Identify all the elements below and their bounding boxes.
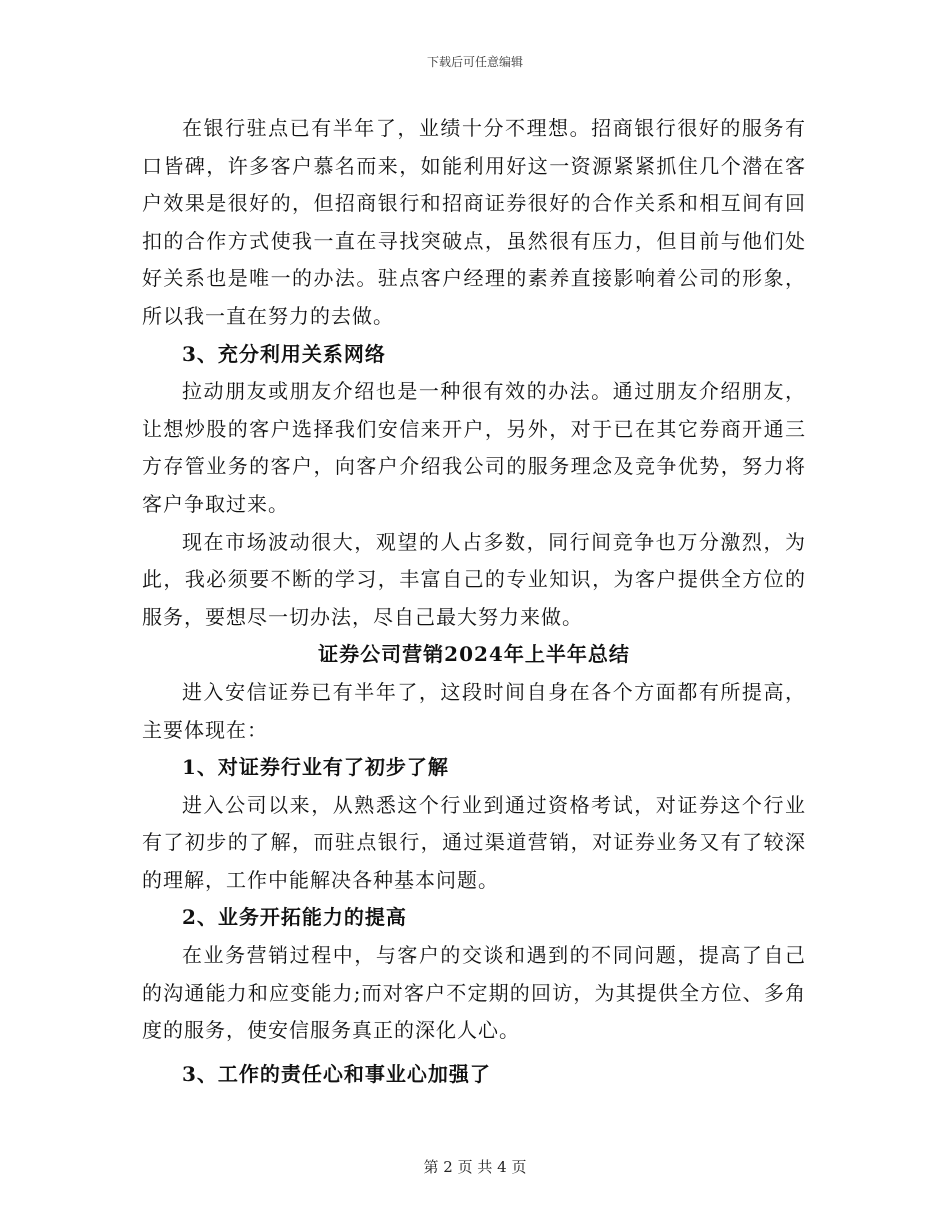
page-header: 下载后可任意编辑 <box>426 55 523 69</box>
paragraph-business-ability: 在业务营销过程中，与客户的交谈和遇到的不同问题，提高了自己的沟通能力和应变能力;而对客户不定期的回访，为其提供全方位、多角度的服务，使安信服务真正的深化人心。 <box>142 943 806 1043</box>
page-footer: 第 2 页 共 4 页 <box>423 1158 527 1176</box>
heading-responsibility: 3、工作的责任心和事业心加强了 <box>182 1061 491 1086</box>
heading-business-ability: 2、业务开拓能力的提高 <box>182 905 407 930</box>
paragraph-bank-stationing: 在银行驻点已有半年了，业绩十分不理想。招商银行很好的服务有口皆碑，许多客户慕名而来，如能利用好这一资源紧紧抓住几个潜在客户效果是很好的，但招商银行和招商证券很好的合作关系和相互间有回扣的合作方式使我一直在寻找突破点，虽然很有压力，但目前与他们处好关系也是唯一的办法。驻点客户经理的素养直接影响着公司的形象，所以我一直在努力的去做。 <box>142 116 806 328</box>
paragraph-intro: 进入安信证券已有半年了，这段时间自身在各个方面都有所提高，主要体现在： <box>142 679 806 742</box>
paragraph-market-volatility: 现在市场波动很大，观望的人占多数，同行间竞争也万分激烈，为此，我必须要不断的学习，丰富自己的专业知识，为客户提供全方位的服务，要想尽一切办法，尽自己最大努力来做。 <box>142 529 806 629</box>
section-title: 证券公司营销2024年上半年总结 <box>318 642 630 667</box>
paragraph-industry-understanding: 进入公司以来，从熟悉这个行业到通过资格考试，对证券这个行业有了初步的了解，而驻点银行，通过渠道营销，对证券业务又有了较深的理解，工作中能解决各种基本问题。 <box>142 792 806 892</box>
heading-industry-understanding: 1、对证券行业有了初步了解 <box>182 755 449 780</box>
heading-relationship-network: 3、充分利用关系网络 <box>182 341 386 366</box>
paragraph-friend-referral: 拉动朋友或朋友介绍也是一种很有效的办法。通过朋友介绍朋友，让想炒股的客户选择我们安信来开户，另外，对于已在其它券商开通三方存管业务的客户，向客户介绍我公司的服务理念及竞争优势，努力将客户争取过来。 <box>142 379 806 516</box>
document-body <box>142 110 806 1093</box>
